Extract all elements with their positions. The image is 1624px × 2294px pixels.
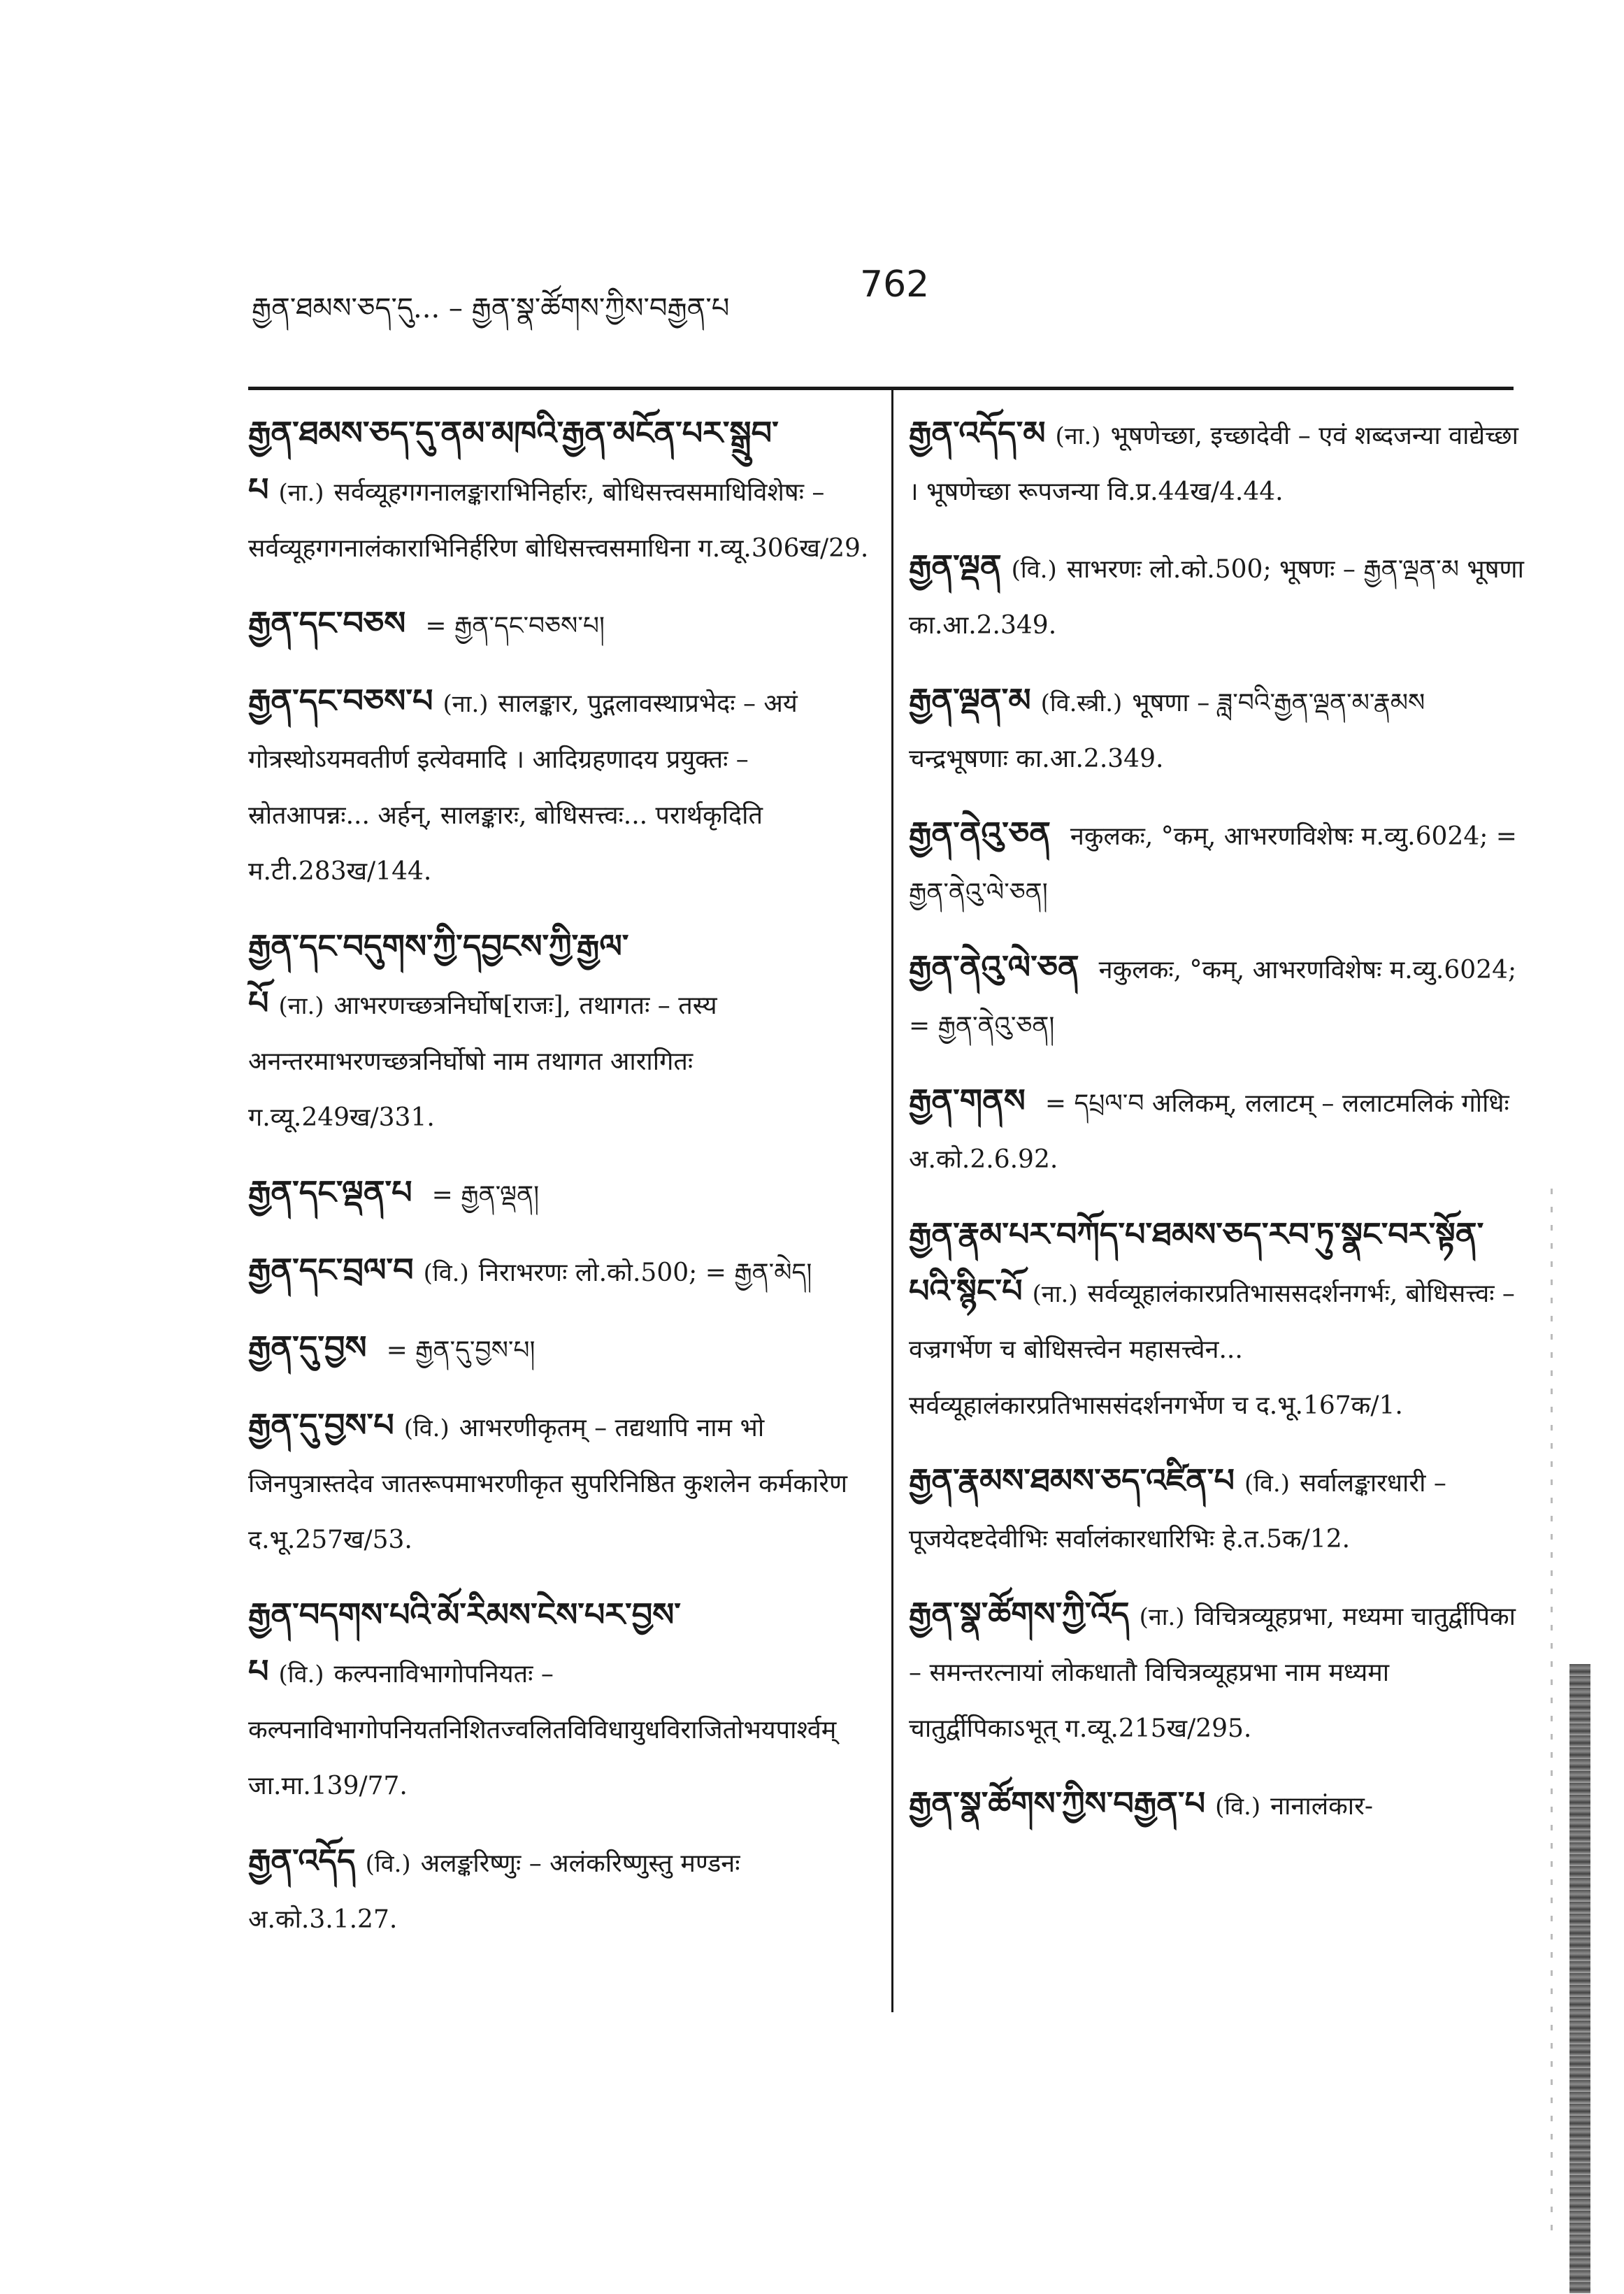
entry-headword: རྒྱན་ནེའུ་ཅན	[909, 815, 1051, 852]
entry-definition: सर्वव्यूहगगनालङ्काराभिनिर्हारः, बोधिसत्त्वसमाधिविशेषः – सर्वव्यूहगगनालंकाराभिनिर्हरिण बोधिसत्त्वसमाधिना ग.व्यू.306ख/29.	[248, 478, 869, 563]
entry-grammar: (वि.स्त्री.)	[1040, 689, 1123, 717]
entry-definition: भूषणेच्छा, इच्छादेवी – एवं शब्दजन्या वाद्येच्छा । भूषणेच्छा रूपजन्या वि.प्र.44ख/4.44.	[909, 422, 1518, 506]
entry-definition: आभरणीकृतम् – तद्यथापि नाम भो जिनपुत्रास्तदेव जातरूपमाभरणीकृत सुपरिनिष्ठित कुशलेन कर्मकारेण द.भू.257ख/53.	[248, 1414, 848, 1554]
entry-definition: आभरणच्छत्रनिर्घोष[राजः], तथागतः – तस्य अनन्तरमाभरणच्छत्रनिर्घोषो नाम तथागत आरागितः ग.व्यू.249ख/331.	[248, 991, 717, 1132]
entry-grammar: (वि.)	[1215, 1793, 1261, 1821]
entry-grammar: (ना.)	[278, 992, 324, 1020]
entry-grammar: (वि.)	[423, 1259, 469, 1287]
entry-definition: सर्वालङ्कारधारी – पूजयेदष्टदेवीभिः सर्वालंकारधारिभिः हे.त.5क/12.	[909, 1469, 1446, 1554]
entry-grammar: (वि.)	[403, 1414, 450, 1442]
entry-headword: རྒྱན་དུ་བྱས་པ	[248, 1406, 394, 1444]
dictionary-entry	[248, 919, 870, 1145]
header-headwords: རྒྱན་ཐམས་ཅད་དུ... – རྒྱན་སྣ་ཚོགས་ཀྱིས་བརྒྱན་པ	[252, 292, 730, 324]
header-rule	[248, 387, 1514, 390]
page-number: 762	[860, 264, 930, 306]
entry-grammar: (वि.)	[1244, 1470, 1290, 1498]
entry-headword: རྒྱན་ལྡན་མ	[909, 681, 1031, 719]
entry-definition: सर्वव्यूहालंकारप्रतिभाससदर्शनगर्भः, बोधिसत्त्वः – वज्रगर्भेण च बोधिसत्त्वेन महासत्त्वेन... सर्वव्यूहालंकारप्रतिभाससंदर्शनगर्भेण च द.भू.167क/1.	[909, 1279, 1515, 1420]
entry-headword: རྒྱན་དང་བཅས	[248, 604, 406, 642]
entry-definition: अलङ्करिष्णुः – अलंकरिष्णुस्तु मण्डनः अ.को.3.1.27.	[248, 1849, 740, 1934]
running-header	[252, 264, 993, 355]
entry-headword: རྒྱན་སྣ་ཚོགས་ཀྱི་འོད	[909, 1595, 1130, 1633]
entry-definition: = དཔྲལ་བ अलिकम्, ललाटम् – ललाटमलिकं गोधिः अ.को.2.6.92.	[909, 1089, 1509, 1174]
left-column	[248, 406, 870, 1967]
dictionary-entry	[248, 1587, 870, 1814]
right-column	[909, 406, 1524, 1854]
entry-definition: = རྒྱན་དུ་བྱས་པ།	[386, 1336, 536, 1365]
entry-definition: भूषणा – ཟླ་བའི་རྒྱན་ལྡན་མ་རྣམས चन्द्रभूषणाः का.आ.2.349.	[909, 689, 1425, 773]
entry-grammar: (ना.)	[1055, 422, 1101, 450]
entry-definition: निराभरणः लो.को.500; = རྒྱན་མེད།	[478, 1259, 812, 1287]
scan-artifact-line	[1551, 1189, 1553, 2237]
entry-headword: རྒྱན་དུ་བྱས	[248, 1328, 367, 1366]
entry-headword: རྒྱན་དང་བྲལ་བ	[248, 1251, 414, 1289]
dictionary-entry	[248, 1320, 870, 1378]
entry-definition: नकुलकः, °कम्, आभरणविशेषः म.व्यु.6024; = རྒྱན་ནེའུ་ཅན།	[909, 956, 1517, 1040]
entry-grammar: (ना.)	[1139, 1603, 1185, 1631]
entry-headword: རྒྱན་དང་བདུགས་ཀྱི་དབྱངས་ཀྱི་རྒྱལ་པོ	[248, 927, 629, 1021]
dictionary-entry	[248, 673, 870, 899]
dictionary-entry	[909, 1073, 1524, 1187]
scan-edge-strip	[1569, 1664, 1590, 2293]
dictionary-entry	[909, 940, 1524, 1054]
entry-headword: རྒྱན་རྣམ་པར་བཀོད་པ་ཐམས་ཅད་རབ་ཏུ་སྣང་བར་སྟོན་པའི་སྙིང་པོ	[909, 1215, 1484, 1310]
entry-definition: नानालंकार-	[1270, 1792, 1374, 1821]
entry-headword: རྒྱན་དང་བཅས་པ	[248, 682, 433, 719]
entry-headword: རྒྱན་གནས	[909, 1082, 1026, 1119]
entry-grammar: (ना.)	[443, 690, 489, 718]
entry-definition: = རྒྱན་དང་བཅས་པ།	[425, 612, 605, 640]
entry-definition: = རྒྱན་ལྡན།	[431, 1181, 540, 1210]
dictionary-entry	[909, 1586, 1524, 1756]
dictionary-entry	[248, 1165, 870, 1223]
entry-headword: རྒྱན་ནེའུ་ལེ་ཅན	[909, 948, 1079, 986]
entry-definition: नकुलकः, °कम्, आभरणविशेषः म.व्यु.6024; = རྒྱན་ནེའུ་ལེ་ཅན།	[909, 822, 1517, 907]
entry-headword: རྒྱན་དང་ལྡན་པ	[248, 1173, 412, 1211]
entry-grammar: (वि.)	[278, 1661, 324, 1689]
dictionary-entry	[248, 1242, 870, 1300]
entry-headword: རྒྱན་བདགས་པའི་མོ་རིམས་ངེས་པར་བྱས་པ	[248, 1596, 681, 1690]
dictionary-entry	[909, 1453, 1524, 1567]
entry-grammar: (ना.)	[278, 479, 324, 507]
dictionary-entry	[909, 1776, 1524, 1834]
dictionary-entry	[248, 406, 870, 576]
entry-headword: རྒྱན་འདོད	[248, 1842, 356, 1879]
dictionary-entry	[909, 806, 1524, 920]
entry-headword: རྒྱན་འདོད་མ	[909, 414, 1046, 452]
entry-definition: साभरणः लो.को.500; भूषणः – རྒྱན་ལྡན་མ भूषणा का.आ.2.349.	[909, 555, 1524, 640]
dictionary-entry	[909, 539, 1524, 653]
dictionary-entry	[248, 1833, 870, 1947]
entry-headword: རྒྱན་ཐམས་ཅད་དུ་ནམ་མཁའི་རྒྱན་མངོན་པར་སྒྲུབ་པ	[248, 414, 779, 508]
entry-headword: རྒྱན་སྣ་ཚོགས་ཀྱིས་བརྒྱན་པ	[909, 1784, 1206, 1822]
entry-headword: རྒྱན་ལྡན	[909, 547, 1002, 585]
dictionary-entry	[248, 596, 870, 654]
dictionary-entry	[248, 1398, 870, 1568]
entry-grammar: (ना.)	[1032, 1280, 1078, 1308]
entry-definition: सालङ्कार, पुद्गलावस्थाप्रभेदः – अयं गोत्रस्थोऽयमवतीर्ण इत्येवमादि । आदिग्रहणादय प्रयुक्तः – स्रोतआपन्नः... अर्हन्, सालङ्कारः, बोधिसत्त्वः... परार्थकृदिति म.टी.283ख/144.	[248, 689, 798, 886]
entry-definition: विचित्रव्यूहप्रभा, मध्यमा चातुर्द्वीपिका – समन्तरत्नायां लोकधातौ विचित्रव्यूहप्रभा नाम मध्यमा चातुर्द्वीपिकाऽभूत् ग.व्यू.215ख/295.	[909, 1603, 1516, 1743]
column-divider	[891, 390, 893, 2012]
entry-grammar: (वि.)	[1011, 556, 1057, 584]
dictionary-entry	[909, 673, 1524, 787]
entry-headword: རྒྱན་རྣམས་ཐམས་ཅད་འཛིན་པ	[909, 1461, 1235, 1499]
entry-definition: कल्पनाविभागोपनियतः – कल्पनाविभागोपनियतनिशितज्वलितविविधायुधविराजितोभयपार्श्वम् जा.मा.139/77.	[248, 1660, 837, 1800]
dictionary-entry	[909, 1207, 1524, 1433]
entry-grammar: (वि.)	[365, 1850, 411, 1878]
dictionary-entry	[909, 406, 1524, 519]
